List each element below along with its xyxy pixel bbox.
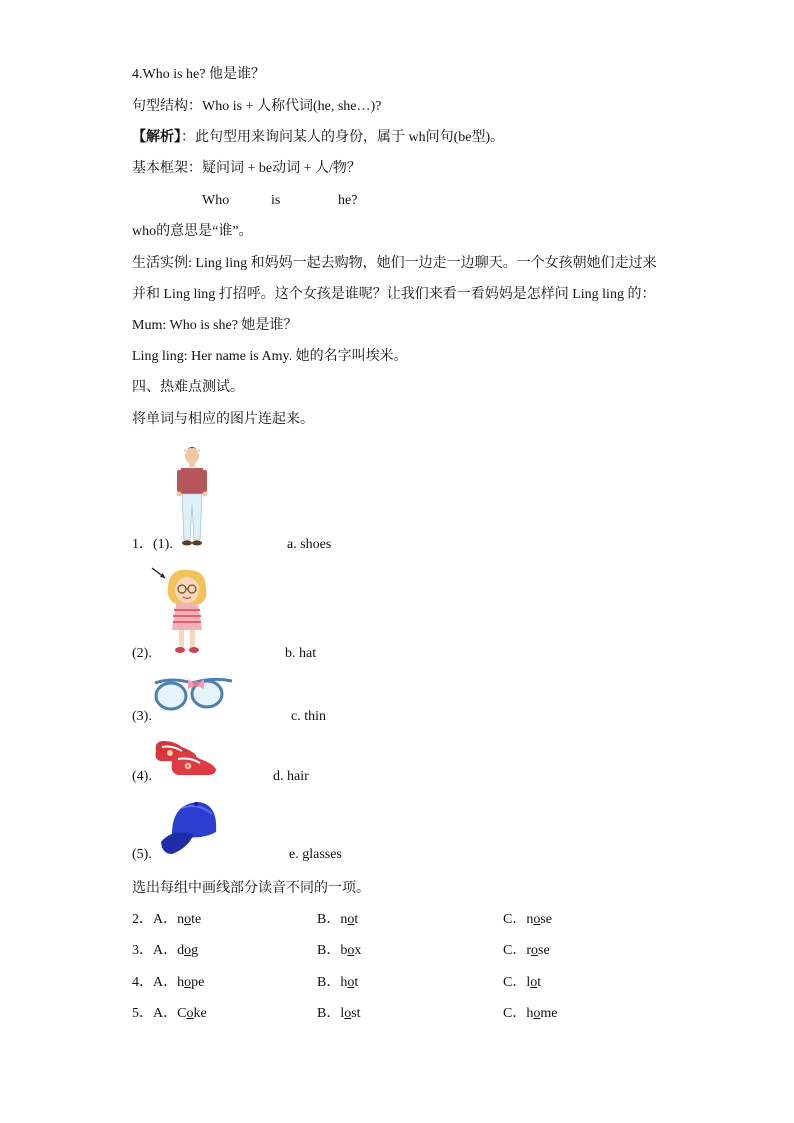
test-heading: 四、热难点测试。 <box>132 380 244 395</box>
match-word-b: b. hat <box>285 646 317 661</box>
match-word-a: a. shoes <box>287 537 332 552</box>
match-num-4: (4). <box>132 769 152 784</box>
match-num-3: (3). <box>132 709 152 724</box>
match-num-5: (5). <box>132 847 152 862</box>
section-heading: 4.Who is he? 他是谁？ <box>132 67 265 82</box>
match-word-d: d. hair <box>273 769 309 784</box>
analysis-label: 【解析】 <box>132 130 181 145</box>
cap-icon <box>158 798 220 860</box>
match-word-c: c. thin <box>291 709 326 724</box>
shoes-icon <box>150 733 226 779</box>
sentence-structure: 句型结构：Who is + 人称代词(he, she…)? <box>132 99 382 114</box>
option-a: note <box>177 912 202 927</box>
match-num-1: 1．(1). <box>132 537 173 552</box>
glasses-icon <box>152 671 234 713</box>
frame-word-is: is <box>271 193 281 208</box>
match-num-2: (2). <box>132 646 152 661</box>
phonics-instruction: 选出每组中画线部分读音不同的一项。 <box>132 881 370 896</box>
example-line-2: 并和 Ling ling 打招呼。这个女孩是谁呢？让我们来看一看妈妈是怎样问 Ling ling 的： <box>132 287 656 302</box>
match-word-e: e. glasses <box>289 847 342 862</box>
meaning-line: who的意思是“谁”。 <box>132 224 253 239</box>
frame-word-he: he? <box>338 193 358 208</box>
analysis-line <box>132 129 504 147</box>
option-a: Coke <box>177 1006 207 1021</box>
option-a: dog <box>177 943 199 958</box>
basic-frame: 基本框架：疑问词 + be动词 + 人/物？ <box>132 161 361 176</box>
option-c: C．rose <box>503 943 550 958</box>
option-b: B．lost <box>317 1006 361 1021</box>
phonics-num-4: 4．A．hope <box>132 975 205 990</box>
option-b: B．not <box>317 912 359 927</box>
option-c: C．home <box>503 1006 558 1021</box>
analysis-text: ：此句型用来询问某人的身份，属于 wh问句(be型)。 <box>181 130 505 145</box>
boy-icon <box>172 442 212 548</box>
option-c: C．lot <box>503 975 542 990</box>
option-c: C．nose <box>503 912 553 927</box>
girl-icon <box>150 564 216 656</box>
phonics-num-2: 2．A．note <box>132 912 202 927</box>
option-a: hope <box>177 975 205 990</box>
phonics-num-3: 3．A．dog <box>132 943 199 958</box>
matching-instruction: 将单词与相应的图片连起来。 <box>132 412 314 427</box>
option-b: B．hot <box>317 975 359 990</box>
example-line-1: 生活实例: Ling ling 和妈妈一起去购物，她们一边走一边聊天。一个女孩朝她们走过来 <box>132 256 657 271</box>
dialog-line-2: Ling ling: Her name is Amy. 她的名字叫埃米。 <box>132 349 408 364</box>
dialog-line-1: Mum: Who is she? 她是谁？ <box>132 318 298 333</box>
frame-word-who: Who <box>202 193 230 208</box>
option-b: B．box <box>317 943 362 958</box>
phonics-num-5: 5．A．Coke <box>132 1006 207 1021</box>
